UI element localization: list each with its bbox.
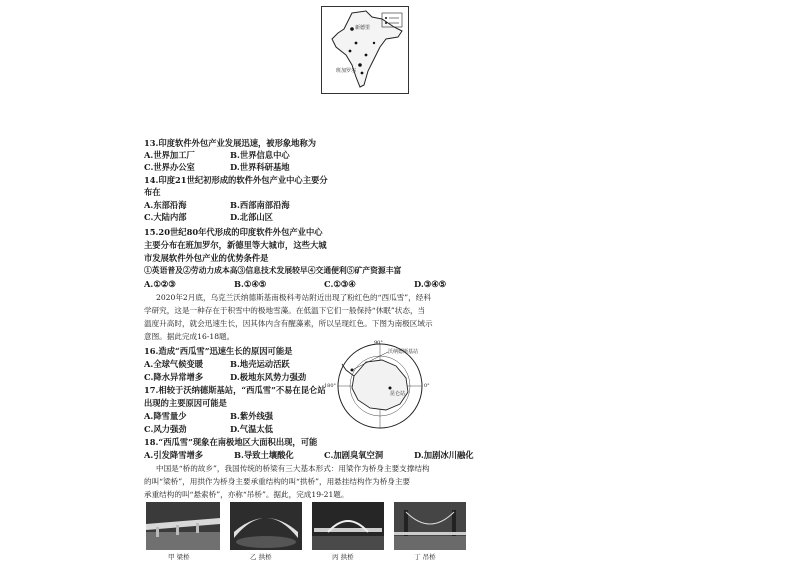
q16-option-b[interactable]: B.地壳运动活跃 (230, 359, 290, 369)
bridge-photo-beam-svg (146, 502, 220, 550)
q16-option-c[interactable]: C.降水异常增多 (144, 372, 204, 382)
india-map-label-delhi: 新德里 (355, 25, 371, 31)
bridge-photo-suspension (394, 502, 466, 550)
bridge-photo-suspension-svg (394, 502, 466, 550)
q13-option-c[interactable]: C.世界办公室 (144, 162, 195, 172)
bridge-photo-beam (146, 502, 220, 550)
q15-stem-line2: 主要分布在班加罗尔，新德里等大城市，这些大城 (144, 240, 327, 250)
antarctic-map-figure (324, 340, 442, 432)
bridge-photo-arch-2-svg (312, 502, 384, 550)
antarctic-label-0: 0° (424, 383, 430, 389)
q17-option-b[interactable]: B.紫外线强 (230, 411, 274, 421)
q16-option-a[interactable]: A.全球气候变暖 (144, 359, 204, 369)
q15-stem-line1: 15.20世纪80年代形成的印度软件外包产业中心 (144, 227, 323, 237)
bridge-photo-arch-1 (230, 502, 302, 550)
india-map-label-bangalore: 班加罗尔 (336, 68, 357, 74)
q18-option-d[interactable]: D.加剧冰川融化 (414, 450, 474, 460)
q17-stem-line1: 17.相较于沃纳德斯基站，“西瓜雪”不易在昆仑站 (144, 385, 326, 395)
passage-19-21-line2: 的叫“梁桥”，用拱作为桥身主要承重结构的叫“拱桥”，用悬挂结构作为桥身主要 (144, 477, 411, 486)
antarctic-label-station-v: 沃纳德斯基站 (388, 349, 419, 355)
q15-option-c[interactable]: C.①③④ (324, 279, 356, 289)
q17-stem-line2: 出现的主要原因可能是 (144, 398, 227, 408)
bridge-caption-2: 乙 拱桥 (250, 553, 272, 561)
q13-option-a[interactable]: A.世界加工厂 (144, 150, 195, 160)
q15-conditions: ①英语普及②劳动力成本高③信息技术发展较早④交通便利⑤矿产资源丰富 (144, 266, 402, 275)
q16-stem: 16.造成“西瓜雪”迅速生长的原因可能是 (144, 346, 293, 356)
q13-stem: 13.印度软件外包产业发展迅速，被形象地称为 (144, 138, 317, 148)
q13-option-d[interactable]: D.世界科研基地 (230, 162, 290, 172)
passage-19-21-line1: 中国是“桥的故乡”，我国传统的桥梁有三大基本形式：用梁作为桥身主要支撑结构 (156, 464, 430, 473)
antarctic-label-kunlun: 昆仑站 (390, 391, 406, 397)
antarctic-label-180: 180° (324, 383, 337, 389)
passage-16-18-line1: 2020年2月底，乌克兰沃纳德斯基南极科考站附近出现了粉红色的“西瓜雪”，经科 (156, 293, 431, 302)
bridge-photo-arch-1-svg (230, 502, 302, 550)
q15-option-b[interactable]: B.①④⑤ (234, 279, 267, 289)
india-map-figure (321, 6, 409, 94)
passage-16-18-line3: 温度升高时，就会迅速生长，因其体内含有醒藻素，所以呈现红色。下图为南极区域示 (144, 319, 433, 328)
q13-option-b[interactable]: B.世界信息中心 (230, 150, 290, 160)
bridge-caption-1: 甲 梁桥 (168, 553, 190, 561)
q14-option-b[interactable]: B.西部南部沿海 (230, 200, 290, 210)
q14-option-a[interactable]: A.东部沿海 (144, 200, 187, 210)
passage-16-18-line4: 意图。据此完成16-18题。 (144, 332, 235, 341)
passage-16-18-line2: 学研究，这是一种存在于积雪中的极地雪藻。在低温下它们一般保持“休眠”状态，当 (144, 306, 426, 315)
antarctic-label-90: 90° (374, 340, 383, 346)
q14-option-c[interactable]: C.大陆内部 (144, 212, 187, 222)
q17-option-c[interactable]: C.风力强劲 (144, 424, 187, 434)
q18-option-a[interactable]: A.引发降雪增多 (144, 450, 204, 460)
q14-stem-line2: 布在 (144, 187, 161, 197)
q15-option-d[interactable]: D.③④⑤ (414, 279, 447, 289)
q17-option-d[interactable]: D.气温太低 (230, 424, 273, 434)
q15-stem-line3: 市发展软件外包产业的优势条件是 (144, 253, 269, 263)
q17-option-a[interactable]: A.降雪量少 (144, 411, 187, 421)
q18-option-b[interactable]: B.导致土壤酸化 (234, 450, 294, 460)
bridge-caption-4: 丁 吊桥 (414, 553, 436, 561)
q14-option-d[interactable]: D.北部山区 (230, 212, 273, 222)
passage-19-21-line3: 承重结构的叫“悬索桥”，亦称“吊桥”。据此，完成19-21题。 (144, 490, 349, 499)
bridge-photo-arch-2 (312, 502, 384, 550)
q18-option-c[interactable]: C.加剧臭氧空洞 (324, 450, 384, 460)
q18-stem: 18.“西瓜雪”现象在南极地区大面积出现，可能 (144, 437, 318, 447)
bridge-caption-3: 丙 拱桥 (332, 553, 354, 561)
q14-stem-line1: 14.印度21世纪初形成的软件外包产业中心主要分 (144, 175, 328, 185)
q16-option-d[interactable]: D.极地东风势力强劲 (230, 372, 307, 382)
q15-option-a[interactable]: A.①②③ (144, 279, 176, 289)
india-map-svg (322, 7, 408, 93)
